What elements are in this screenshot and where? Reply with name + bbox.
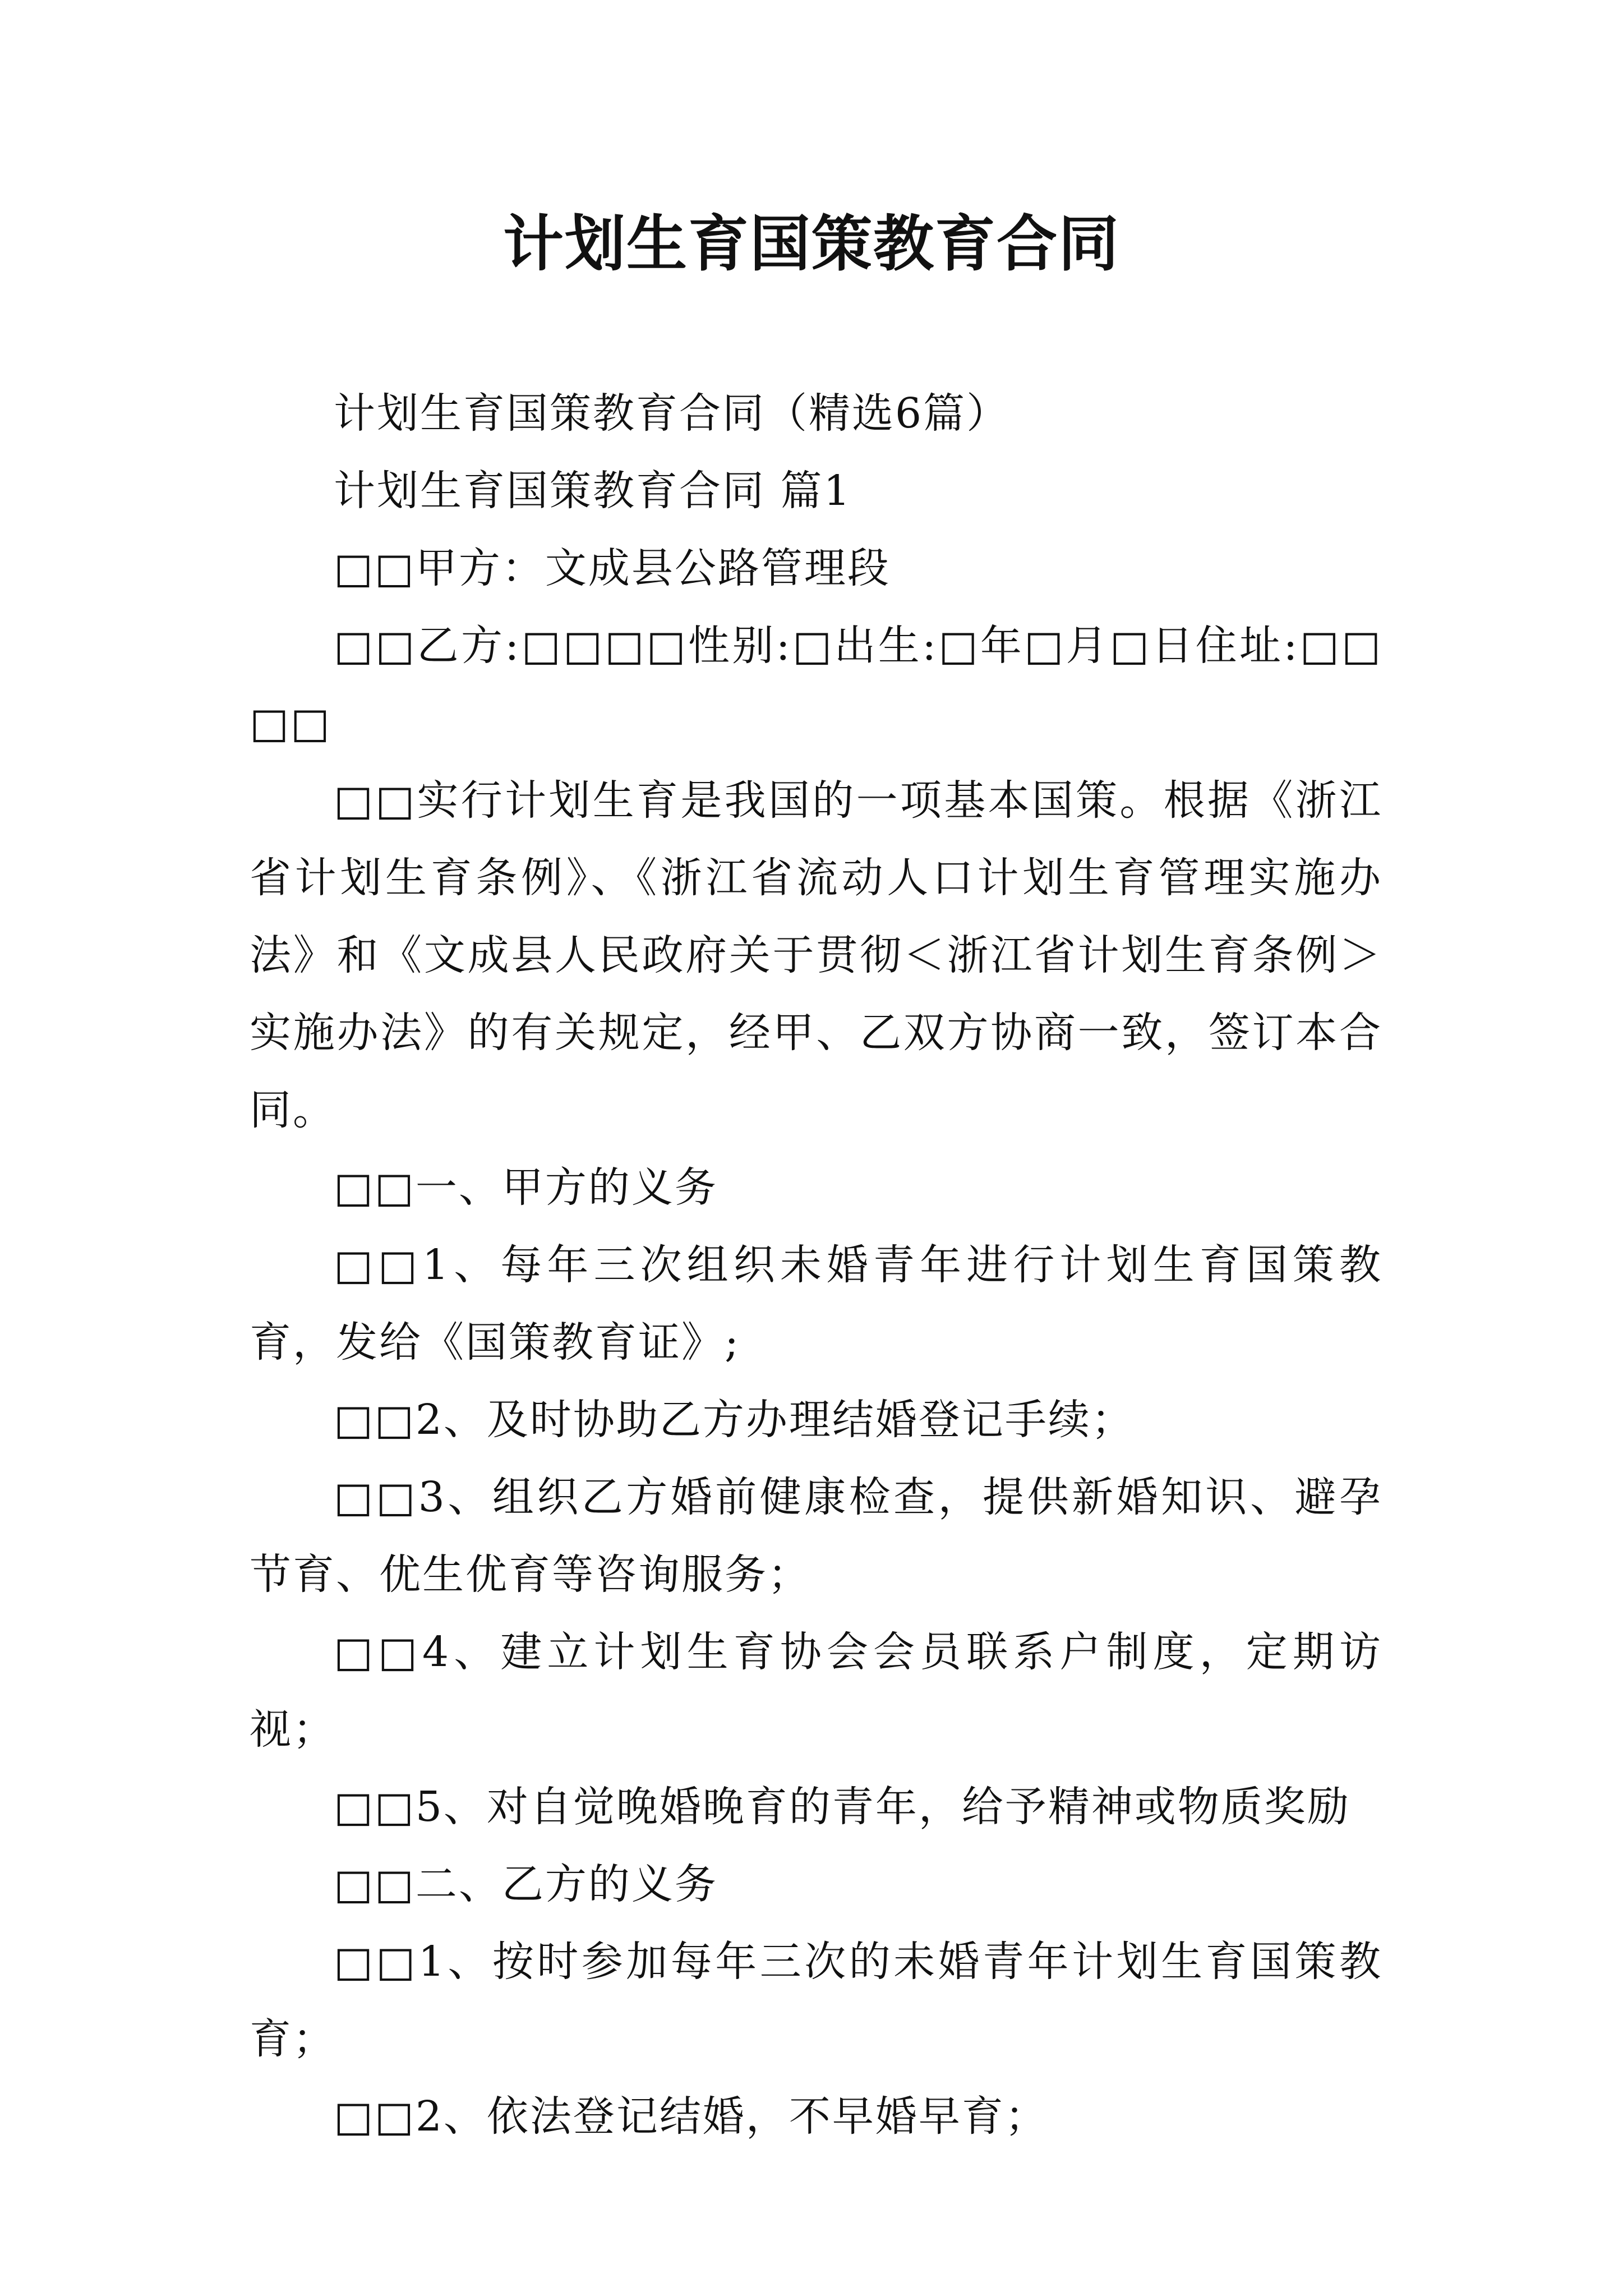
party-b-duty-1: □□1、按时参加每年三次的未婚青年计划生育国策教育； bbox=[250, 1938, 1382, 2063]
party-b-line: □□乙方:□□□□性别:□出生:□年□月□日住址:□□□□ bbox=[250, 622, 1382, 747]
preamble-paragraph: □□实行计划生育是我国的一项基本国策。根据《浙江省计划生育条例》、《浙江省流动人口计划生育管理实施办法》和《文成县人民政府关于贯彻＜浙江省计划生育条例＞实施办法》的有关规定，经甲、乙双方协商一致，签订本合同。 bbox=[250, 776, 1382, 1134]
party-b-duty-2: □□2、依法登记结婚，不早婚早育； bbox=[334, 2092, 1048, 2141]
party-b-duties-heading: □□二、乙方的义务 bbox=[334, 1860, 718, 1908]
party-a-duty-4: □□4、建立计划生育协会会员联系户制度，定期访视； bbox=[250, 1628, 1382, 1754]
party-a-line: □□甲方：文成县公路管理段 bbox=[334, 544, 891, 592]
party-a-duty-1: □□1、每年三次组织未婚青年进行计划生育国策教育，发给《国策教育证》; bbox=[250, 1241, 1382, 1366]
section-heading: 计划生育国策教育合同 篇1 bbox=[334, 467, 852, 515]
party-a-duty-3: □□3、组织乙方婚前健康检查，提供新婚知识、避孕节育、优生优育等咨询服务； bbox=[250, 1473, 1382, 1599]
party-a-duty-5: □□5、对自觉晚婚晚育的青年，给予精神或物质奖励 bbox=[334, 1783, 1350, 1831]
document-title: 计划生育国策教育合同 bbox=[502, 209, 1120, 279]
document-body bbox=[250, 375, 1382, 2155]
party-a-duty-2: □□2、及时协助乙方办理结婚登记手续； bbox=[334, 1396, 1135, 1444]
party-a-duties-heading: □□一、甲方的义务 bbox=[334, 1163, 718, 1212]
subtitle-paragraph: 计划生育国策教育合同（精选6篇） bbox=[334, 389, 1010, 438]
